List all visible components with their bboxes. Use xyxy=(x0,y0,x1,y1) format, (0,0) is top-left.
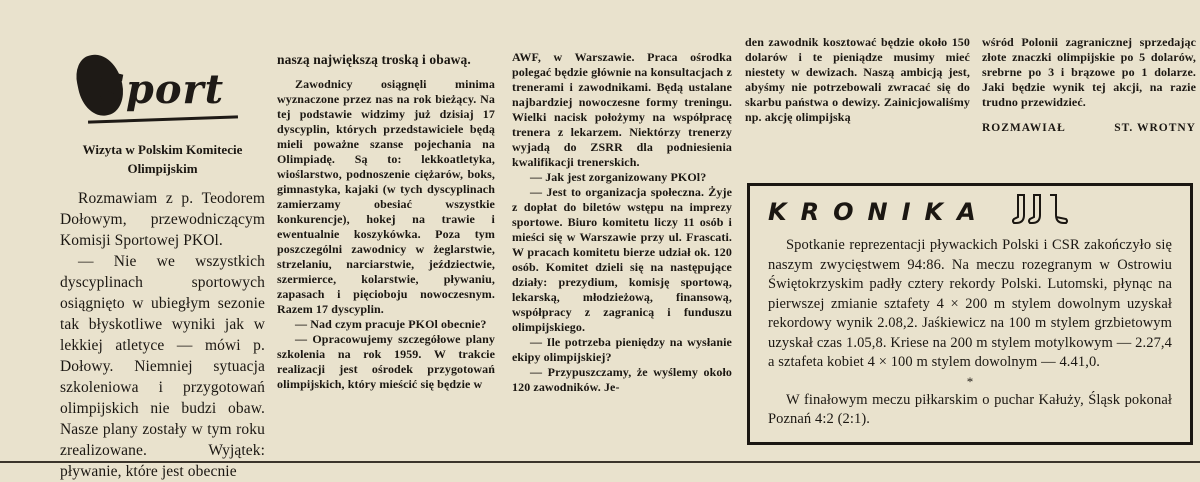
article-paragraph: — Nie we wszystkich dyscyplinach sportowych osiągnięto w ubiegłym sezonie tak błyskotliwe wyniki jak w lekkiej atletyce — mówi p. Dołowy. Niemniej sytuacja szkoleniowa i przygotowań olimpijskich nie budzi obaw. Nasze plany zostały w tym roku zrealizowane. Wyjątek: pływanie, które jest obecnie xyxy=(60,253,265,480)
article-paragraph: — Jest to organizacja społeczna. Żyje z dopłat do biletów wstępu na imprezy sportowe. Biuro komitetu liczy 11 osób i mieści się w Warszawie przy ul. Frascati. W pracach komitetu bierze udział ok. 120 osób. Komitet dzieli się na następujące działy: prezydium, komisję sportową, lekarską, młodzieżową, finansową, współpracy z zagranicą i funduszu olimpijskiego. xyxy=(512,185,732,334)
article-paragraph: naszą największą troską i obawą. xyxy=(277,52,471,67)
sport-logo xyxy=(60,52,265,142)
socks-icon xyxy=(1012,193,1072,232)
article-paragraph: wśród Polonii zagranicznej sprzedając złote znaczki olimpijskie po 5 dolarów, srebrne po 3 i brązowe po 1 dolarze. Jaki będzie wynik tej akcji, na razie trudno przewidzieć. xyxy=(982,35,1196,109)
interview-question: — Ile potrzeba pieniędzy na wysłanie ekipy olimpijskiej? xyxy=(512,335,732,364)
separator-star: * xyxy=(966,373,974,389)
article-paragraph: Rozmawiam z p. Teodorem Dołowym, przewodniczącym Komisji Sportowej PKOl. xyxy=(60,190,265,249)
article-paragraph: Zawodnicy osiągnęli minima wyznaczone przez nas na rok bieżący. Na tej podstawie widzimy już dzisiaj 17 dyscyplin, których przedstawiciele będą mieli poważne szanse pojechania na Olimpiadę. Są to: lekkoatletyka, wioślarstwo, podnoszenie ciężarów, boks, gimnastyka, kajaki (w tych dyscyplinach zamierzamy obesiać wszystkie konkurencje), hokej na trawie i ewentualnie koszykówka. Poza tym poszczególni zawodnicy w żeglarstwie, strzelaniu, narciarstwie, jeździectwie, szermierce, kolarstwie, pływaniu, zapasach i pięcioboju nowoczesnym. Razem 17 dyscyplin. xyxy=(277,77,495,316)
kronika-box xyxy=(747,183,1193,445)
column-4 xyxy=(745,0,970,125)
article-paragraph: — Przypuszczamy, że wyślemy około 120 zawodników. Je- xyxy=(512,365,732,394)
kronika-title: KRONIKA xyxy=(768,198,990,226)
signature xyxy=(982,122,1196,134)
article-paragraph: AWF, w Warszawie. Praca ośrodka polegać będzie głównie na konsultacjach z trenerami i zawodnikami. Będą ustalane najbardziej nowoczesne formy treningu. Wielki nacisk położymy na współpracę trenera z lekarzem. Niektórzy trenerzy wyjadą do ZSRR dla podniesienia kwalifikacji trenerskich. xyxy=(512,50,732,169)
logo-underline xyxy=(88,115,238,123)
signature-name: ST. WROTNY xyxy=(1114,122,1196,134)
logo-text: Sport xyxy=(96,66,225,113)
kronika-paragraph: W finałowym meczu piłkarskim o puchar Kałuży, Śląsk pokonał Poznań 4:2 (2:1). xyxy=(768,391,1172,427)
interview-question: — Nad czym pracuje PKOl obecnie? xyxy=(295,317,487,331)
signature-label: ROZMAWIAŁ xyxy=(982,122,1066,134)
column-1 xyxy=(60,0,265,482)
article-paragraph: den zawodnik kosztować będzie około 150 dolarów i te pieniądze musimy mieć niestety w dewizach. Naszą ambicją jest, abyśmy nie potrzebowali zwracać się do skarbu państwa o dewizy. Zainicjowaliśmy np. akcję olimpijską xyxy=(745,35,970,124)
article-headline: Wizyta w Polskim Komitecie Olimpijskim xyxy=(82,142,243,176)
interview-question: — Jak jest zorganizowany PKOl? xyxy=(530,170,707,184)
kronika-header xyxy=(768,192,1172,232)
column-2 xyxy=(277,0,495,392)
bottom-rule xyxy=(0,461,1200,463)
column-5 xyxy=(982,0,1196,134)
column-3 xyxy=(512,0,732,395)
article-paragraph: — Opracowujemy szczegółowe plany szkolenia na rok 1959. W trakcie realizacji jest ośrodek przygotowań olimpijskich, który mieścić się będzie w xyxy=(277,332,495,391)
kronika-paragraph: Spotkanie reprezentacji pływackich Polski i CSR zakończyło się naszym zwycięstwem 94:86. Na meczu rozegranym w Ostrowiu Świętokrzyskim padły cztery rekordy Polski. Lutomski, płynąc na pierwszej zmianie sztafety 4 × 200 m stylem dowolnym uzyskał rekordowy wynik 2.08,2. Jaśkiewicz na 100 m stylem grzbietowym uzyskał czas 1.05,8. Kriese na 200 m stylem motylkowym — 2.27,4 a sztafeta kobiet 4 × 100 m stylem dowolnym — 4.41,0. xyxy=(768,237,1172,370)
